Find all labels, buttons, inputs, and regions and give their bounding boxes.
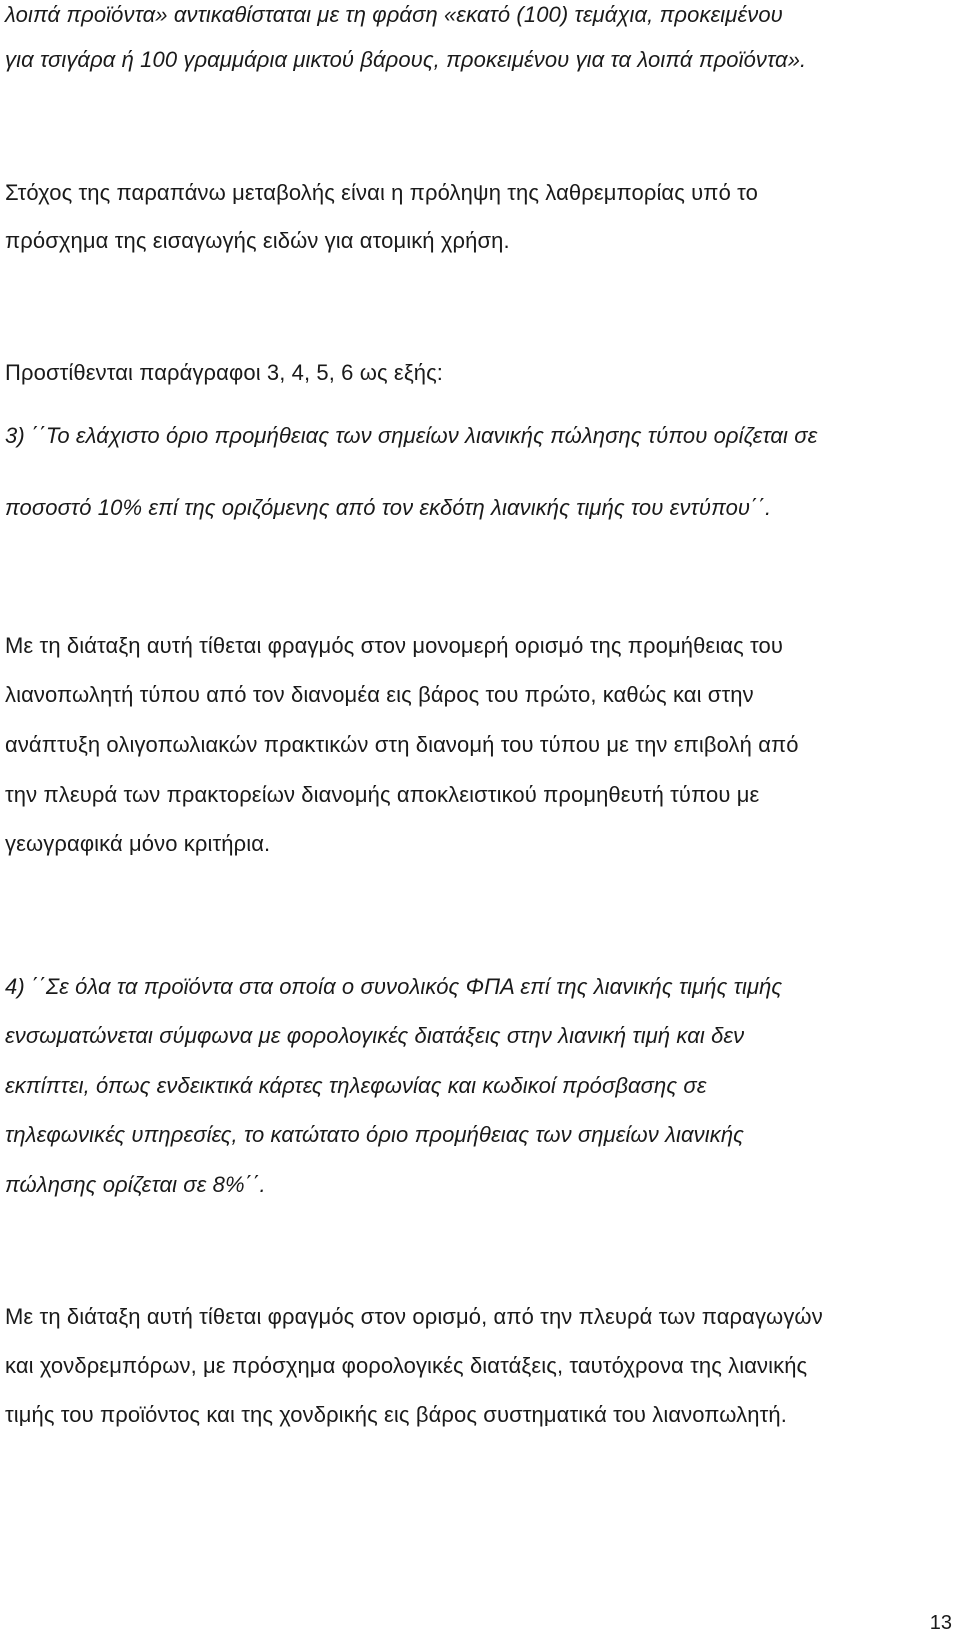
line-text: Με τη διάταξη αυτή τίθεται φραγμός στον ορισμό, από την πλευρά των παραγωγών — [5, 1304, 823, 1329]
text-line — [5, 178, 957, 208]
line-text: ενσωματώνεται σύμφωνα με φορολογικές διατάξεις στην λιανική τιμή και δεν — [5, 1023, 745, 1048]
line-text: γεωγραφικά μόνο κριτήρια. — [5, 831, 271, 856]
line-text: Στόχος της παραπάνω μεταβολής είναι η πρόληψη της λαθρεμπορίας υπό το — [5, 180, 758, 205]
line-text: πρόσχημα της εισαγωγής ειδών για ατομική χρήση. — [5, 228, 510, 253]
text-line — [5, 1120, 957, 1150]
line-text: 3) ΄΄Το ελάχιστο όριο προμήθειας των σημείων λιανικής πώλησης τύπου ορίζεται σε — [5, 423, 818, 448]
text-line — [5, 829, 957, 859]
text-line — [5, 358, 957, 388]
text-line — [5, 226, 957, 256]
text-line — [5, 493, 957, 523]
line-text: τηλεφωνικές υπηρεσίες, το κατώτατο όριο προμήθειας των σημείων λιανικής — [5, 1122, 744, 1147]
line-text: πώλησης ορίζεται σε 8%΄΄. — [5, 1172, 266, 1197]
line-text: 4) ΄΄Σε όλα τα προϊόντα στα οποία ο συνολικός ΦΠΑ επί της λιανικής τιμής τιμής — [5, 974, 783, 999]
page-number: 13 — [929, 1612, 952, 1634]
text-line — [5, 1170, 957, 1200]
text-line — [5, 1351, 957, 1381]
text-line — [5, 730, 957, 760]
text-line — [5, 421, 957, 451]
text-line — [5, 1302, 957, 1332]
line-text: για τσιγάρα ή 100 γραμμάρια μικτού βάρους, προκειμένου για τα λοιπά προϊόντα». — [5, 47, 807, 72]
text-line — [5, 780, 957, 810]
line-text: και χονδρεμπόρων, με πρόσχημα φορολογικές διατάξεις, ταυτόχρονα της λιανικής — [5, 1353, 808, 1378]
text-line — [5, 1071, 957, 1101]
line-text: εκπίπτει, όπως ενδεικτικά κάρτες τηλεφωνίας και κωδικοί πρόσβασης σε — [5, 1073, 707, 1098]
text-line — [5, 631, 957, 661]
line-text: ποσοστό 10% επί της οριζόμενης από τον εκδότη λιανικής τιμής του εντύπου΄΄. — [5, 495, 772, 520]
text-line — [5, 972, 957, 1002]
line-text: την πλευρά των πρακτορείων διανομής αποκλειστικού προμηθευτή τύπου με — [5, 782, 760, 807]
text-line — [5, 0, 957, 30]
line-text: ανάπτυξη ολιγοπωλιακών πρακτικών στη διανομή του τύπου με την επιβολή από — [5, 732, 799, 757]
text-line — [5, 45, 957, 75]
line-text: τιμής του προϊόντος και της χονδρικής εις βάρος συστηματικά του λιανοπωλητή. — [5, 1402, 787, 1427]
line-text: Με τη διάταξη αυτή τίθεται φραγμός στον μονομερή ορισμό της προμήθειας του — [5, 633, 783, 658]
line-text: λιανοπωλητή τύπου από τον διανομέα εις βάρος του πρώτο, καθώς και στην — [5, 682, 754, 707]
text-line — [5, 1021, 957, 1051]
line-text: Προστίθενται παράγραφοι 3, 4, 5, 6 ως εξής: — [5, 360, 444, 385]
line-text: λοιπά προϊόντα» αντικαθίσταται με τη φράση «εκατό (100) τεμάχια, προκειμένου — [5, 2, 783, 27]
text-line — [5, 680, 957, 710]
text-line — [5, 1400, 957, 1430]
